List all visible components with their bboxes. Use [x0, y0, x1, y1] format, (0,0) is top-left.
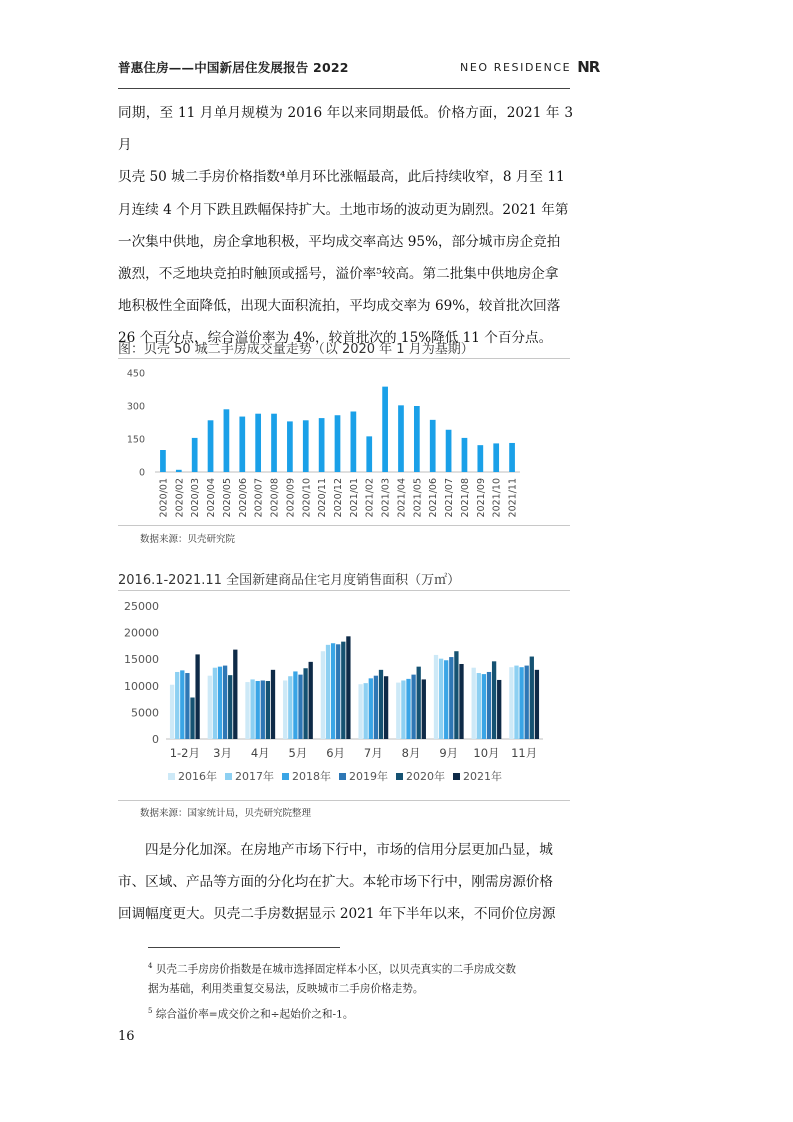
legend-swatch	[453, 773, 460, 780]
bar	[417, 667, 421, 739]
x-tick-label: 11月	[511, 746, 538, 760]
bar	[336, 644, 340, 739]
bar	[176, 470, 182, 472]
bar	[414, 406, 420, 472]
figure2-top-rule	[118, 590, 570, 591]
bar	[239, 417, 245, 472]
bar	[228, 675, 232, 739]
x-tick-label: 2020/08	[269, 478, 281, 518]
x-tick-label: 2021/03	[380, 478, 392, 518]
bar	[454, 651, 458, 739]
x-tick-label: 2021/06	[428, 478, 440, 518]
bar	[449, 657, 453, 739]
bar	[396, 683, 400, 739]
legend-label: 2016年	[178, 770, 217, 783]
bar	[261, 680, 265, 739]
legend-swatch	[168, 773, 175, 780]
bar	[487, 672, 491, 739]
x-tick-label: 2021/01	[348, 478, 360, 518]
x-tick-label: 2020/06	[237, 478, 249, 518]
y-tick-label: 300	[126, 401, 145, 413]
legend-label: 2019年	[349, 770, 388, 783]
bar	[369, 678, 373, 739]
chart-secondhand-volume	[118, 362, 570, 524]
header-rule	[118, 88, 570, 89]
bar	[497, 680, 501, 739]
figure1-top-rule	[118, 358, 570, 359]
bar	[406, 679, 410, 739]
bar	[213, 668, 217, 739]
figure1-title: 图：贝壳 50 城二手房成交量走势（以 2020 年 1 月为基期）	[118, 342, 474, 357]
x-tick-label: 2020/07	[253, 478, 265, 518]
bar	[208, 420, 214, 472]
x-tick-label: 2021/07	[444, 478, 456, 518]
bar	[175, 672, 179, 739]
x-tick-label: 2020/04	[206, 478, 218, 518]
x-tick-label: 2020/02	[174, 478, 186, 518]
bar	[218, 667, 222, 739]
footnote-5-mark: 5	[148, 1007, 153, 1015]
figure1-source: 数据来源：贝壳研究院	[140, 534, 236, 545]
x-tick-label: 7月	[363, 746, 383, 760]
x-tick-label: 2021/09	[475, 478, 487, 518]
bar	[335, 415, 341, 472]
x-tick-label: 2020/11	[317, 478, 329, 518]
x-tick-label: 6月	[326, 746, 346, 760]
bar	[250, 679, 254, 739]
legend-label: 2017年	[235, 770, 274, 783]
bar	[346, 636, 350, 739]
bar	[321, 651, 325, 739]
text-line: 市、区域、产品等方面的分化均在扩大。本轮市场下行中，刚需房源价格	[118, 874, 553, 891]
bar	[271, 414, 277, 472]
x-tick-label: 2021/02	[364, 478, 376, 518]
bar	[434, 655, 438, 739]
x-tick-label: 2021/04	[396, 478, 408, 518]
x-tick-label: 1-2月	[169, 746, 200, 760]
bar	[477, 673, 481, 739]
footnote-4	[148, 957, 573, 999]
report-header-title: 普惠住房——中国新居住发展报告 2022	[118, 60, 349, 75]
x-tick-label: 2020/03	[190, 478, 202, 518]
legend-swatch	[339, 773, 346, 780]
bar	[382, 387, 388, 472]
legend-swatch	[225, 773, 232, 780]
bar	[430, 420, 436, 472]
bar	[444, 660, 448, 739]
bar	[223, 666, 227, 739]
bar	[401, 680, 405, 739]
bar	[190, 698, 194, 739]
y-tick-label: 25000	[124, 600, 159, 613]
bar	[341, 642, 345, 739]
footnote-4-mark: 4	[148, 962, 153, 970]
bar	[535, 670, 539, 739]
x-tick-label: 2021/11	[507, 478, 519, 518]
bar	[255, 414, 261, 472]
bar	[384, 676, 388, 739]
bar	[472, 668, 476, 739]
brand-logo-icon: NR	[577, 58, 600, 76]
y-tick-label: 10000	[124, 679, 159, 693]
x-tick-label: 5月	[288, 746, 308, 760]
bar	[309, 662, 313, 739]
bar	[374, 676, 378, 739]
legend-label: 2020年	[406, 770, 445, 783]
brand-text: NEO RESIDENCE	[460, 60, 572, 74]
y-tick-label: 15000	[124, 653, 159, 667]
text-line: 月连续 4 个月下跌且跌幅保持扩大。土地市场的波动更为剧烈。2021 年第	[118, 201, 569, 218]
legend-label: 2018年	[292, 770, 331, 783]
bar	[358, 684, 362, 739]
bar	[160, 450, 166, 472]
bar	[439, 659, 443, 739]
figure2-source: 数据来源：国家统计局，贝壳研究院整理	[140, 808, 312, 819]
y-tick-label: 450	[126, 368, 145, 380]
bar	[530, 657, 534, 739]
bar	[514, 666, 518, 739]
y-tick-label: 150	[126, 434, 145, 446]
bar	[180, 670, 184, 739]
text-line: 激烈，不乏地块竞拍时触顶或摇号，溢价率⁵较高。第二批集中供地房企拿	[118, 266, 559, 283]
bar	[195, 654, 199, 739]
bar	[256, 681, 260, 739]
bar	[283, 680, 287, 739]
y-tick-label: 0	[152, 733, 159, 746]
bar	[493, 443, 499, 472]
y-tick-label: 5000	[131, 706, 159, 720]
y-tick-label: 20000	[124, 626, 159, 640]
footnote-4-line1: 贝壳二手房房价指数是在城市选择固定样本小区，以贝壳真实的二手房成交数	[155, 963, 517, 976]
bar	[398, 405, 404, 472]
legend-swatch	[282, 773, 289, 780]
footnote-4-line2: 据为基础，利用类重复交易法，反映城市二手房价格走势。	[148, 982, 424, 995]
legend-swatch	[396, 773, 403, 780]
x-tick-label: 9月	[439, 746, 459, 760]
text-line: 回调幅度更大。贝壳二手房数据显示 2021 年下半年以来，不同价位房源	[118, 906, 556, 923]
brand	[460, 58, 599, 76]
bar	[303, 420, 309, 472]
text-line: 同期，至 11 月单月规模为 2016 年以来同期最低。价格方面，2021 年 3 月	[118, 105, 573, 154]
text-line: 贝壳 50 城二手房价格指数⁴单月环比涨幅最高，此后持续收窄，8 月至 11	[118, 169, 565, 186]
bar	[303, 668, 307, 739]
bar	[509, 443, 515, 472]
figure1-bottom-rule	[118, 525, 570, 526]
bar	[519, 667, 523, 739]
bar	[298, 675, 302, 739]
bar	[411, 675, 415, 739]
bar	[192, 438, 198, 472]
x-tick-label: 2020/09	[285, 478, 297, 518]
page-number: 16	[118, 1029, 135, 1044]
bar	[266, 681, 270, 739]
bar	[287, 421, 293, 472]
x-tick-label: 2020/05	[221, 478, 233, 518]
x-tick-label: 4月	[250, 746, 270, 760]
bar	[331, 643, 335, 739]
bar	[364, 683, 368, 739]
x-tick-label: 2021/08	[459, 478, 471, 518]
y-tick-label: 0	[138, 467, 145, 479]
bar	[422, 679, 426, 739]
x-tick-label: 2021/10	[491, 478, 503, 518]
text-line: 一次集中供地，房企拿地积极，平均成交率高达 95%，部分城市房企竞拍	[118, 233, 561, 250]
x-tick-label: 2020/01	[158, 478, 170, 518]
bar	[271, 670, 275, 739]
body-paragraph-2	[118, 834, 573, 931]
bar	[245, 682, 249, 739]
chart-new-housing-sales	[118, 594, 570, 798]
bar	[170, 685, 174, 739]
bar	[208, 676, 212, 739]
bar	[446, 430, 452, 472]
x-tick-label: 3月	[213, 746, 232, 760]
bar	[224, 409, 230, 472]
bar	[492, 661, 496, 739]
bar	[509, 667, 513, 739]
x-tick-label: 10月	[473, 746, 500, 760]
x-tick-label: 2020/10	[301, 478, 313, 518]
bar	[319, 418, 325, 472]
legend-label: 2021年	[463, 770, 502, 783]
x-tick-label: 2020/12	[333, 478, 344, 518]
figure2-bottom-rule	[118, 800, 570, 801]
x-tick-label: 8月	[401, 746, 421, 760]
bar	[462, 438, 468, 472]
bar	[293, 671, 297, 739]
bar	[326, 645, 330, 739]
footnote-rule	[148, 947, 340, 948]
text-line: 地积极性全面降低，出现大面积流拍，平均成交率为 69%，较首批次回落	[118, 298, 561, 315]
bar	[525, 666, 529, 739]
bar	[379, 670, 383, 739]
text-line: 26 个百分点，综合溢价率为 4%，较首批次的 15%降低 11 个百分点。	[118, 330, 553, 347]
bar	[233, 650, 237, 739]
footnote-5-line1: 综合溢价率=成交价之和÷起始价之和-1。	[155, 1008, 354, 1021]
bar	[288, 676, 292, 739]
figure2-title: 2016.1-2021.11 全国新建商品住宅月度销售面积（万㎡）	[118, 573, 461, 588]
bar	[351, 412, 357, 473]
bar	[477, 445, 483, 472]
bar	[482, 674, 486, 739]
body-paragraph-1	[118, 97, 573, 355]
bar	[185, 673, 189, 739]
bar	[366, 436, 372, 472]
text-line: 四是分化加深。在房地产市场下行中，市场的信用分层更加凸显，城	[145, 842, 553, 858]
x-tick-label: 2021/05	[412, 478, 424, 518]
bar	[459, 664, 463, 739]
footnote-5	[148, 1002, 573, 1025]
